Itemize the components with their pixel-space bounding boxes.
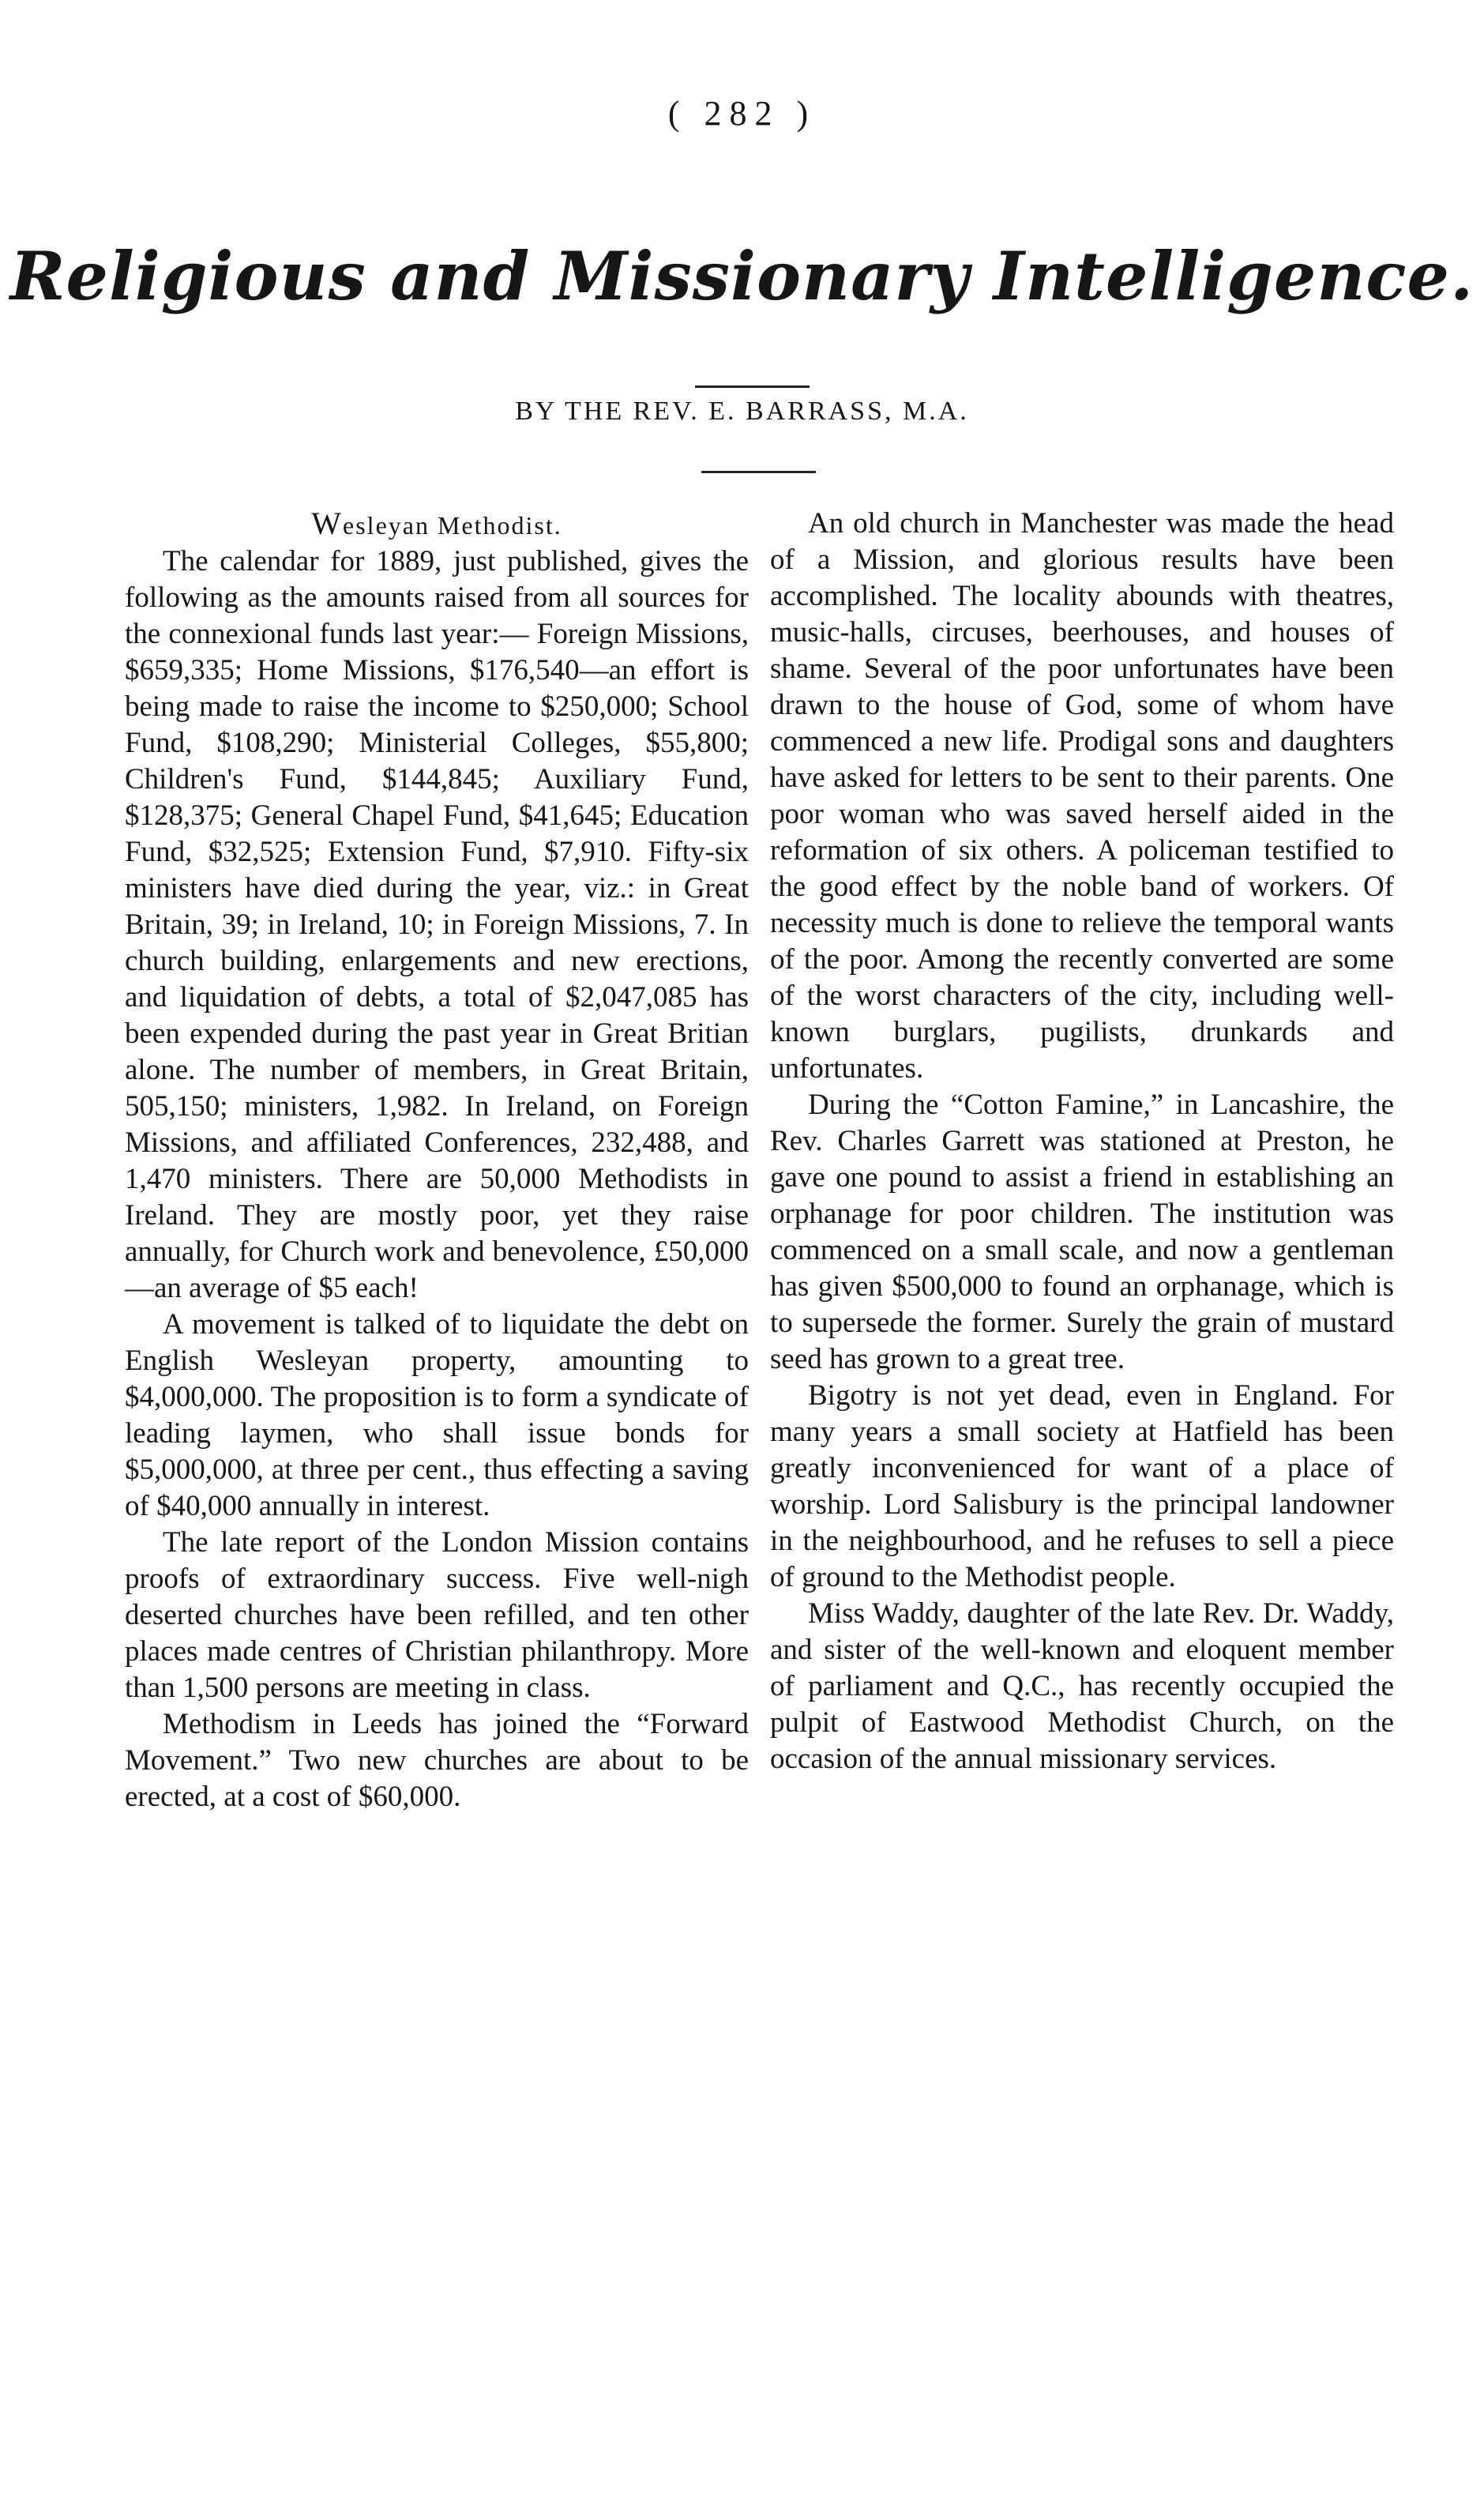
- paragraph: The calendar for 1889, just published, gives the following as the amounts raised from all sources for the connexional funds last year:— Foreign Missions, $659,335; Home Missions, $176,540—an effort is being made to raise the income to $250,000; School Fund, $108,290; Ministerial Colleges, $55,800; Children's Fund, $144,845; Auxiliary Fund, $128,375; General Chapel Fund, $41,645; Education Fund, $32,525; Extension Fund, $7,910. Fifty-six ministers have died during the year, viz.: in Great Britain, 39; in Ireland, 10; in Foreign Missions, 7. In church building, enlargements and new erections, and liquidation of debts, a total of $2,047,085 has been expended during the past year in Great Britian alone. The number of members, in Great Britain, 505,150; ministers, 1,982. In Ireland, on Foreign Missions, and affiliated Conferences, 232,488, and 1,470 ministers. There are 50,000 Methodists in Ireland. They are mostly poor, yet they raise annually, for Church work and benevolence, £50,000—an average of $5 each!: [125, 545, 749, 1304]
- paragraph: An old church in Manchester was made the head of a Mission, and glorious results have been accomplished. The locality abounds with theatres, music-halls, circuses, beerhouses, and houses of shame. Several of the poor unfortunates have been drawn to the house of God, some of whom have commenced a new life. Prodigal sons and daughters have asked for letters to be sent to their parents. One poor woman who was saved herself aided in the reformation of six others. A policeman testified to the good effect by the noble band of workers. Of necessity much is done to relieve the temporal wants of the poor. Among the recently converted are some of the worst characters of the city, including well-known burglars, pugilists, drunkards and unfortunates.: [770, 507, 1394, 1085]
- paragraph: Methodism in Leeds has joined the “Forward Movement.” Two new churches are about to be erected, at a cost of $60,000.: [125, 1708, 749, 1813]
- byline-divider: [701, 471, 816, 473]
- paragraph: The late report of the London Mission contains proofs of extraordinary success. Five well-nigh deserted churches have been refilled, and ten other places made centres of Christian philanthropy. More than 1,500 persons are meeting in class.: [125, 1526, 749, 1704]
- paragraph: Miss Waddy, daughter of the late Rev. Dr. Waddy, and sister of the well-known and eloquent member of parliament and Q.C., has recently occupied the pulpit of Eastwood Methodist Church, on the occasion of the annual missionary services.: [770, 1597, 1394, 1775]
- left-column: [125, 506, 749, 1815]
- section-heading: Wesleyan Methodist.: [311, 506, 562, 541]
- right-column: [770, 506, 1394, 1777]
- title-divider: [695, 386, 810, 388]
- paragraph: During the “Cotton Famine,” in Lancashire, the Rev. Charles Garrett was stationed at Preston, he gave one pound to assist a friend in establishing an orphanage for poor children. The institution was commenced on a small scale, and now a gentleman has given $500,000 to found an orphanage, which is to supersede the former. Surely the grain of mustard seed has grown to a great tree.: [770, 1089, 1394, 1375]
- page-number: ( 282 ): [667, 94, 817, 133]
- page-title: Religious and Missionary Intelligence.: [9, 237, 1475, 315]
- paragraph: A movement is talked of to liquidate the debt on English Wesleyan property, amounting to $4,000,000. The proposition is to form a syndicate of leading laymen, who shall issue bonds for $5,000,000, at three per cent., thus effecting a saving of $40,000 annually in interest.: [125, 1308, 749, 1522]
- author-byline: BY THE REV. E. BARRASS, M.A.: [515, 397, 969, 426]
- paragraph: Bigotry is not yet dead, even in England. For many years a small society at Hatfield has been greatly inconvenienced for want of a place of worship. Lord Salisbury is the principal landowner in the neighbourhood, and he refuses to sell a piece of ground to the Methodist people.: [770, 1379, 1394, 1593]
